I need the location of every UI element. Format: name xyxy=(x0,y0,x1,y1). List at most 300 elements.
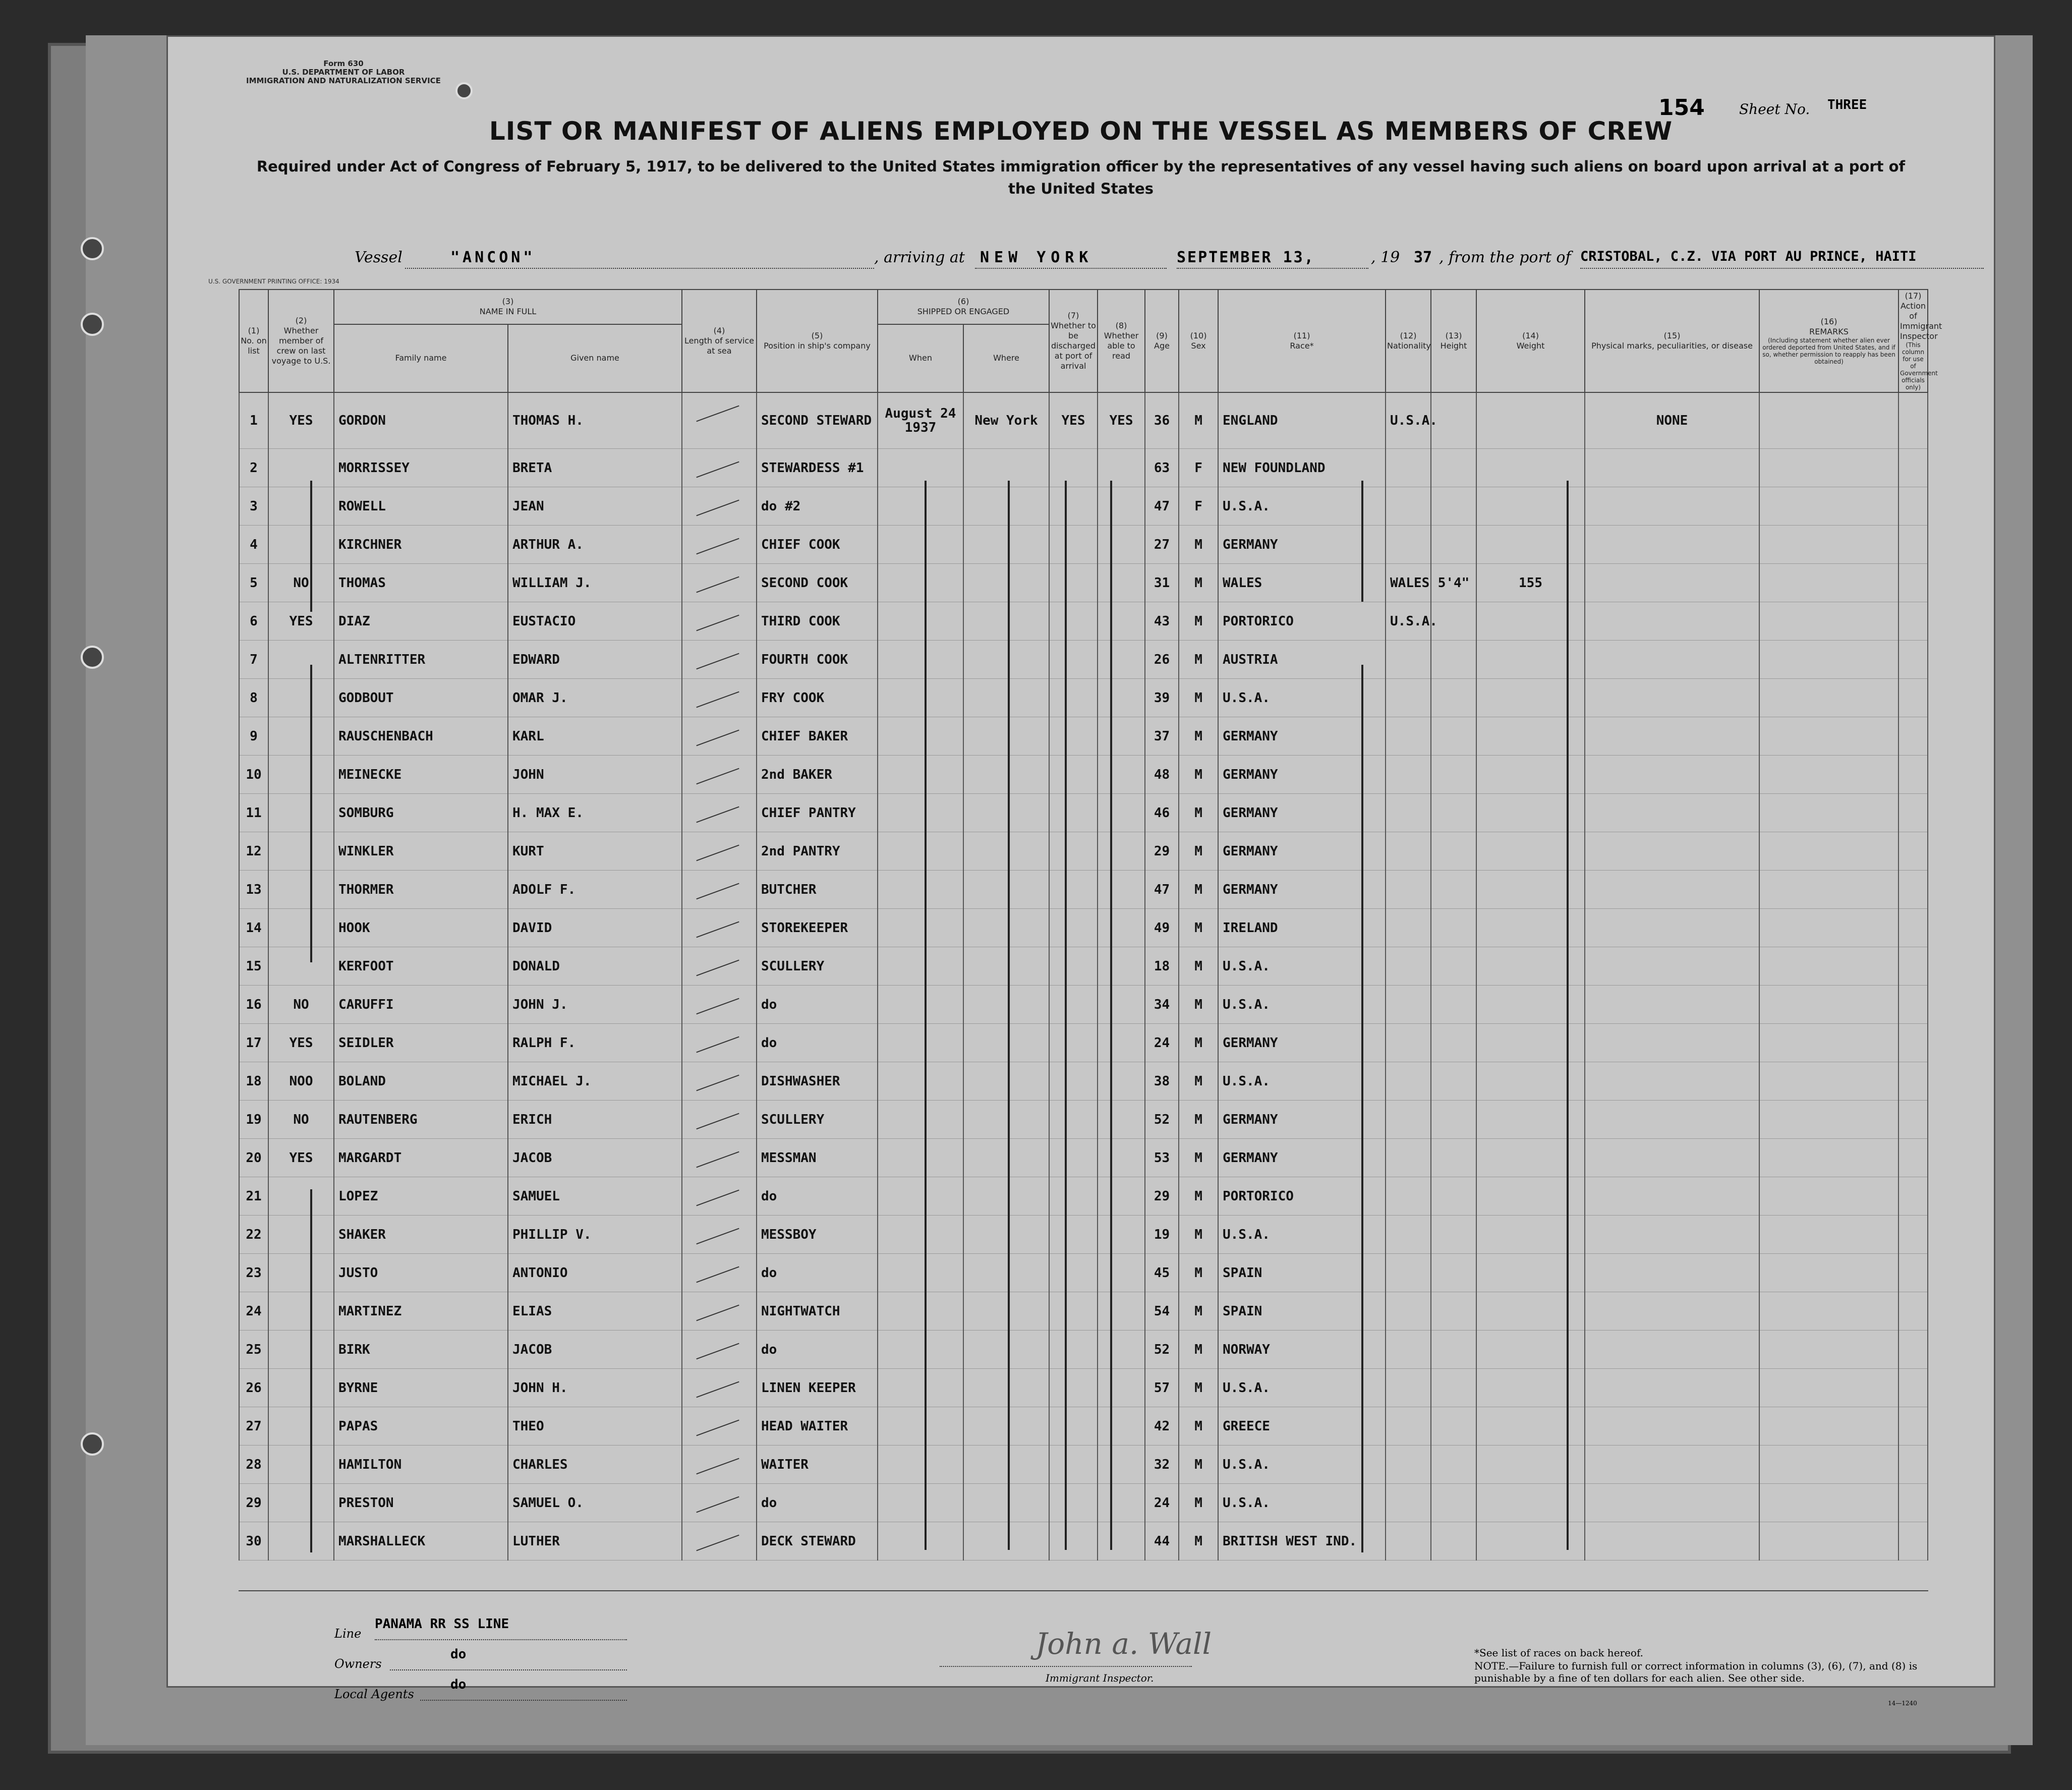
cell-no: 28 xyxy=(239,1446,268,1484)
cell-height xyxy=(1431,1177,1476,1216)
cell-age: 43 xyxy=(1145,602,1179,641)
col-header-no: (1) No. on list xyxy=(239,290,268,392)
col-header-inspector: (17) Action of Immigrant Inspector (This column for use of Government officials only) xyxy=(1898,290,1928,392)
cell-when xyxy=(878,717,963,756)
cell-family: BYRNE xyxy=(334,1369,508,1407)
cell-no: 27 xyxy=(239,1407,268,1446)
col-header-height: (13) Height xyxy=(1431,290,1476,392)
cell-race: PORTORICO xyxy=(1218,602,1386,641)
cell-height xyxy=(1431,1101,1476,1139)
cell-sex: M xyxy=(1179,1369,1218,1407)
cell-remarks xyxy=(1759,756,1898,794)
cell-nationality xyxy=(1386,986,1431,1024)
cell-when xyxy=(878,526,963,564)
cell-action xyxy=(1898,679,1928,717)
cell-no: 21 xyxy=(239,1177,268,1216)
cell-sex: M xyxy=(1179,1062,1218,1101)
cell-where xyxy=(963,986,1049,1024)
cell-height xyxy=(1431,1331,1476,1369)
cell-nationality xyxy=(1386,1522,1431,1561)
cell-given: ERICH xyxy=(508,1101,682,1139)
cell-service xyxy=(682,1522,757,1561)
cell-given: WILLIAM J. xyxy=(508,564,682,602)
cell-action xyxy=(1898,564,1928,602)
cell-no: 11 xyxy=(239,794,268,832)
cell-race: NEW FOUNDLAND xyxy=(1218,449,1386,487)
cell-service xyxy=(682,602,757,641)
line-label: Line xyxy=(334,1627,362,1641)
cell-marks xyxy=(1585,1062,1759,1101)
cell-age: 32 xyxy=(1145,1446,1179,1484)
cell-height xyxy=(1431,871,1476,909)
cell-prev xyxy=(268,449,334,487)
cell-age: 27 xyxy=(1145,526,1179,564)
cell-action xyxy=(1898,1177,1928,1216)
cell-where xyxy=(963,756,1049,794)
cell-remarks xyxy=(1759,1062,1898,1101)
voyage-line xyxy=(168,249,1994,284)
cell-discharge xyxy=(1049,526,1098,564)
agents-label: Local Agents xyxy=(334,1687,414,1701)
cell-service xyxy=(682,1216,757,1254)
cell-where xyxy=(963,526,1049,564)
owners-label: Owners xyxy=(334,1657,382,1671)
cell-remarks xyxy=(1759,832,1898,871)
cell-remarks xyxy=(1759,1484,1898,1522)
cell-discharge xyxy=(1049,1446,1098,1484)
cell-marks xyxy=(1585,1216,1759,1254)
cell-read xyxy=(1098,1369,1145,1407)
cell-age: 57 xyxy=(1145,1369,1179,1407)
table-row xyxy=(239,1292,1928,1331)
cell-nationality xyxy=(1386,1331,1431,1369)
cell-prev xyxy=(268,1292,334,1331)
cell-prev: YES xyxy=(268,1139,334,1177)
cell-given: ADOLF F. xyxy=(508,871,682,909)
ditto-line-prev-voyage xyxy=(310,481,312,612)
cell-height xyxy=(1431,832,1476,871)
cell-remarks xyxy=(1759,641,1898,679)
cell-remarks xyxy=(1759,1216,1898,1254)
cell-when xyxy=(878,1446,963,1484)
cell-discharge xyxy=(1049,679,1098,717)
form-header xyxy=(246,60,441,85)
cell-read xyxy=(1098,641,1145,679)
cell-family: ALTENRITTER xyxy=(334,641,508,679)
cell-given: EUSTACIO xyxy=(508,602,682,641)
cell-marks xyxy=(1585,832,1759,871)
vessel-underline xyxy=(405,268,874,269)
cell-where xyxy=(963,1446,1049,1484)
cell-sex: M xyxy=(1179,1139,1218,1177)
agents-value: do xyxy=(450,1677,467,1692)
cell-family: DIAZ xyxy=(334,602,508,641)
cell-family: MEINECKE xyxy=(334,756,508,794)
cell-nationality xyxy=(1386,1254,1431,1292)
cell-no: 4 xyxy=(239,526,268,564)
cell-race: NORWAY xyxy=(1218,1331,1386,1369)
cell-given: THOMAS H. xyxy=(508,392,682,449)
cell-age: 19 xyxy=(1145,1216,1179,1254)
binder-hole xyxy=(81,237,104,260)
cell-family: THORMER xyxy=(334,871,508,909)
cell-family: PRESTON xyxy=(334,1484,508,1522)
cell-remarks xyxy=(1759,1139,1898,1177)
cell-sex: M xyxy=(1179,1292,1218,1331)
cell-marks xyxy=(1585,1369,1759,1407)
cell-position: do xyxy=(757,1254,878,1292)
cell-read xyxy=(1098,1522,1145,1561)
cell-read xyxy=(1098,717,1145,756)
cell-no: 2 xyxy=(239,449,268,487)
cell-where xyxy=(963,1139,1049,1177)
table-row xyxy=(239,679,1928,717)
cell-race: GERMANY xyxy=(1218,794,1386,832)
cell-read xyxy=(1098,756,1145,794)
cell-position: SCULLERY xyxy=(757,947,878,986)
cell-sex: M xyxy=(1179,641,1218,679)
cell-read xyxy=(1098,449,1145,487)
cell-age: 18 xyxy=(1145,947,1179,986)
cell-nationality xyxy=(1386,832,1431,871)
cell-sex: F xyxy=(1179,449,1218,487)
penalty-note: NOTE.—Failure to furnish full or correct information in columns (3), (6), (7), and (8) is punishable by a fine of ten dollars for each alien. See other side. xyxy=(1474,1660,1918,1684)
cell-height xyxy=(1431,641,1476,679)
cell-no: 18 xyxy=(239,1062,268,1101)
cell-no: 5 xyxy=(239,564,268,602)
ditto-line-prev-voyage xyxy=(310,665,312,962)
cell-remarks xyxy=(1759,1177,1898,1216)
cell-race: U.S.A. xyxy=(1218,1062,1386,1101)
cell-race: WALES xyxy=(1218,564,1386,602)
cell-service xyxy=(682,1101,757,1139)
cell-family: WINKLER xyxy=(334,832,508,871)
cell-age: 52 xyxy=(1145,1331,1179,1369)
cell-race: U.S.A. xyxy=(1218,679,1386,717)
cell-when: August 24 1937 xyxy=(878,392,963,449)
cell-prev xyxy=(268,1446,334,1484)
table-row xyxy=(239,392,1928,449)
cell-remarks xyxy=(1759,679,1898,717)
cell-action xyxy=(1898,1369,1928,1407)
cell-when xyxy=(878,1292,963,1331)
cell-remarks xyxy=(1759,526,1898,564)
cell-height xyxy=(1431,1369,1476,1407)
cell-family: BOLAND xyxy=(334,1062,508,1101)
cell-marks xyxy=(1585,909,1759,947)
cell-family: LOPEZ xyxy=(334,1177,508,1216)
cell-where xyxy=(963,1369,1049,1407)
cell-age: 47 xyxy=(1145,871,1179,909)
cell-prev: YES xyxy=(268,602,334,641)
cell-sex: M xyxy=(1179,1484,1218,1522)
cell-read xyxy=(1098,526,1145,564)
cell-where xyxy=(963,1292,1049,1331)
cell-discharge xyxy=(1049,564,1098,602)
cell-action xyxy=(1898,832,1928,871)
ditto-line-nationality xyxy=(1361,665,1363,1552)
cell-no: 10 xyxy=(239,756,268,794)
cell-where xyxy=(963,832,1049,871)
cell-race: U.S.A. xyxy=(1218,986,1386,1024)
inspector-signature: John a. Wall xyxy=(1035,1627,1212,1661)
table-row xyxy=(239,602,1928,641)
cell-position: STEWARDESS #1 xyxy=(757,449,878,487)
cell-when xyxy=(878,832,963,871)
cell-read xyxy=(1098,487,1145,526)
cell-nationality xyxy=(1386,717,1431,756)
vessel-label: Vessel xyxy=(355,249,402,266)
cell-where xyxy=(963,1522,1049,1561)
cell-height xyxy=(1431,679,1476,717)
cell-height xyxy=(1431,1024,1476,1062)
table-row xyxy=(239,756,1928,794)
cell-nationality xyxy=(1386,526,1431,564)
cell-race: GERMANY xyxy=(1218,871,1386,909)
cell-marks xyxy=(1585,449,1759,487)
cell-marks xyxy=(1585,1407,1759,1446)
cell-age: 31 xyxy=(1145,564,1179,602)
cell-race: U.S.A. xyxy=(1218,1369,1386,1407)
cell-nationality xyxy=(1386,1407,1431,1446)
col-header-nationality: (12) Nationality xyxy=(1386,290,1431,392)
ditto-line-nationality xyxy=(1361,481,1363,602)
cell-position: NIGHTWATCH xyxy=(757,1292,878,1331)
cell-position: DISHWASHER xyxy=(757,1062,878,1101)
table-row xyxy=(239,1177,1928,1216)
table-row xyxy=(239,1139,1928,1177)
cell-given: PHILLIP V. xyxy=(508,1216,682,1254)
cell-service xyxy=(682,909,757,947)
cell-position: BUTCHER xyxy=(757,871,878,909)
cell-sex: M xyxy=(1179,1216,1218,1254)
cell-action xyxy=(1898,449,1928,487)
cell-prev xyxy=(268,641,334,679)
cell-family: ROWELL xyxy=(334,487,508,526)
cell-action xyxy=(1898,392,1928,449)
cell-where xyxy=(963,1331,1049,1369)
cell-action xyxy=(1898,1062,1928,1101)
cell-height: 5'4" xyxy=(1431,564,1476,602)
cell-age: 48 xyxy=(1145,756,1179,794)
cell-age: 46 xyxy=(1145,794,1179,832)
cell-nationality xyxy=(1386,1139,1431,1177)
cell-position: HEAD WAITER xyxy=(757,1407,878,1446)
col-header-weight: (14) Weight xyxy=(1476,290,1585,392)
cell-discharge xyxy=(1049,909,1098,947)
cell-action xyxy=(1898,487,1928,526)
cell-no: 29 xyxy=(239,1484,268,1522)
cell-where xyxy=(963,717,1049,756)
cell-given: THEO xyxy=(508,1407,682,1446)
cell-prev xyxy=(268,1177,334,1216)
cell-no: 16 xyxy=(239,986,268,1024)
cell-position: CHIEF COOK xyxy=(757,526,878,564)
cell-prev xyxy=(268,871,334,909)
cell-discharge xyxy=(1049,1139,1098,1177)
cell-family: BIRK xyxy=(334,1331,508,1369)
cell-age: 44 xyxy=(1145,1522,1179,1561)
cell-where xyxy=(963,679,1049,717)
cell-marks xyxy=(1585,794,1759,832)
cell-nationality xyxy=(1386,1216,1431,1254)
table-row xyxy=(239,1331,1928,1369)
col-header-marks: (15) Physical marks, peculiarities, or disease xyxy=(1585,290,1759,392)
cell-sex: M xyxy=(1179,1522,1218,1561)
cell-height xyxy=(1431,794,1476,832)
cell-nationality xyxy=(1386,1024,1431,1062)
cell-race: PORTORICO xyxy=(1218,1177,1386,1216)
cell-given: JOHN xyxy=(508,756,682,794)
cell-given: ARTHUR A. xyxy=(508,526,682,564)
table-row xyxy=(239,1407,1928,1446)
col-header-position: (5) Position in ship's company xyxy=(757,290,878,392)
manifest-sheet xyxy=(166,35,1995,1707)
cell-where xyxy=(963,1062,1049,1101)
cell-where xyxy=(963,871,1049,909)
date-underline xyxy=(1177,268,1368,269)
cell-action xyxy=(1898,526,1928,564)
inspector-label: Immigrant Inspector. xyxy=(1046,1672,1154,1684)
cell-family: SEIDLER xyxy=(334,1024,508,1062)
cell-where xyxy=(963,947,1049,986)
cell-height xyxy=(1431,1292,1476,1331)
table-row xyxy=(239,1101,1928,1139)
cell-given: H. MAX E. xyxy=(508,794,682,832)
ditto-line-when xyxy=(925,481,927,1550)
table-row xyxy=(239,1522,1928,1561)
cell-given: DONALD xyxy=(508,947,682,986)
cell-when xyxy=(878,794,963,832)
col-header-where: Where xyxy=(963,324,1049,392)
cell-service xyxy=(682,1369,757,1407)
cell-position: do xyxy=(757,1024,878,1062)
table-row xyxy=(239,1062,1928,1101)
cell-height xyxy=(1431,602,1476,641)
cell-height xyxy=(1431,1484,1476,1522)
cell-race: AUSTRIA xyxy=(1218,641,1386,679)
cell-family: MORRISSEY xyxy=(334,449,508,487)
cell-nationality xyxy=(1386,1446,1431,1484)
cell-given: ELIAS xyxy=(508,1292,682,1331)
col-header-discharge: (7) Whether to be discharged at port of arrival xyxy=(1049,290,1098,392)
cell-sex: M xyxy=(1179,986,1218,1024)
cell-age: 42 xyxy=(1145,1407,1179,1446)
cell-marks xyxy=(1585,1331,1759,1369)
cell-where xyxy=(963,564,1049,602)
cell-discharge xyxy=(1049,717,1098,756)
cell-prev xyxy=(268,526,334,564)
col-header-sex: (10) Sex xyxy=(1179,290,1218,392)
cell-given: KURT xyxy=(508,832,682,871)
col-header-race: (11) Race* xyxy=(1218,290,1386,392)
cell-when xyxy=(878,1331,963,1369)
cell-service xyxy=(682,1177,757,1216)
cell-where xyxy=(963,794,1049,832)
cell-prev xyxy=(268,1522,334,1561)
cell-discharge xyxy=(1049,1024,1098,1062)
cell-remarks xyxy=(1759,449,1898,487)
sheet-label: Sheet No. xyxy=(1739,101,1810,118)
cell-action xyxy=(1898,1446,1928,1484)
cell-where xyxy=(963,602,1049,641)
cell-family: PAPAS xyxy=(334,1407,508,1446)
cell-race: U.S.A. xyxy=(1218,1216,1386,1254)
cell-no: 22 xyxy=(239,1216,268,1254)
cell-position: STOREKEEPER xyxy=(757,909,878,947)
cell-action xyxy=(1898,1292,1928,1331)
arrival-port: NEW YORK xyxy=(980,249,1093,266)
cell-discharge xyxy=(1049,1101,1098,1139)
cell-sex: M xyxy=(1179,756,1218,794)
cell-service xyxy=(682,1446,757,1484)
cell-age: 53 xyxy=(1145,1139,1179,1177)
cell-when xyxy=(878,564,963,602)
cell-given: DAVID xyxy=(508,909,682,947)
cell-sex: M xyxy=(1179,1407,1218,1446)
cell-sex: M xyxy=(1179,564,1218,602)
cell-given: JOHN J. xyxy=(508,986,682,1024)
cell-age: 52 xyxy=(1145,1101,1179,1139)
cell-remarks xyxy=(1759,1292,1898,1331)
cell-family: MARTINEZ xyxy=(334,1292,508,1331)
cell-where: New York xyxy=(963,392,1049,449)
cell-discharge xyxy=(1049,794,1098,832)
cell-discharge xyxy=(1049,1407,1098,1446)
cell-position: MESSBOY xyxy=(757,1216,878,1254)
cell-age: 45 xyxy=(1145,1254,1179,1292)
cell-nationality xyxy=(1386,1101,1431,1139)
cell-nationality xyxy=(1386,1062,1431,1101)
cell-prev xyxy=(268,679,334,717)
cell-family: GODBOUT xyxy=(334,679,508,717)
cell-age: 29 xyxy=(1145,832,1179,871)
cell-read: YES xyxy=(1098,392,1145,449)
cell-discharge xyxy=(1049,602,1098,641)
cell-height xyxy=(1431,1522,1476,1561)
cell-action xyxy=(1898,602,1928,641)
cell-remarks xyxy=(1759,392,1898,449)
cell-remarks xyxy=(1759,947,1898,986)
cell-nationality xyxy=(1386,1177,1431,1216)
cell-height xyxy=(1431,1407,1476,1446)
cell-position: THIRD COOK xyxy=(757,602,878,641)
cell-read xyxy=(1098,1254,1145,1292)
cell-action xyxy=(1898,1101,1928,1139)
cell-where xyxy=(963,1216,1049,1254)
cell-sex: M xyxy=(1179,947,1218,986)
cell-family: MARGARDT xyxy=(334,1139,508,1177)
cell-read xyxy=(1098,1024,1145,1062)
cell-family: KERFOOT xyxy=(334,947,508,986)
cell-family: JUSTO xyxy=(334,1254,508,1292)
cell-age: 63 xyxy=(1145,449,1179,487)
owners-underline xyxy=(390,1669,627,1670)
table-row xyxy=(239,986,1928,1024)
cell-marks xyxy=(1585,1024,1759,1062)
cell-discharge xyxy=(1049,449,1098,487)
cell-service xyxy=(682,392,757,449)
cell-marks xyxy=(1585,1177,1759,1216)
cell-no: 30 xyxy=(239,1522,268,1561)
cell-remarks xyxy=(1759,602,1898,641)
cell-when xyxy=(878,1407,963,1446)
cell-given: BRETA xyxy=(508,449,682,487)
cell-weight xyxy=(1476,392,1585,449)
cell-discharge xyxy=(1049,1062,1098,1101)
cell-marks xyxy=(1585,756,1759,794)
cell-no: 17 xyxy=(239,1024,268,1062)
